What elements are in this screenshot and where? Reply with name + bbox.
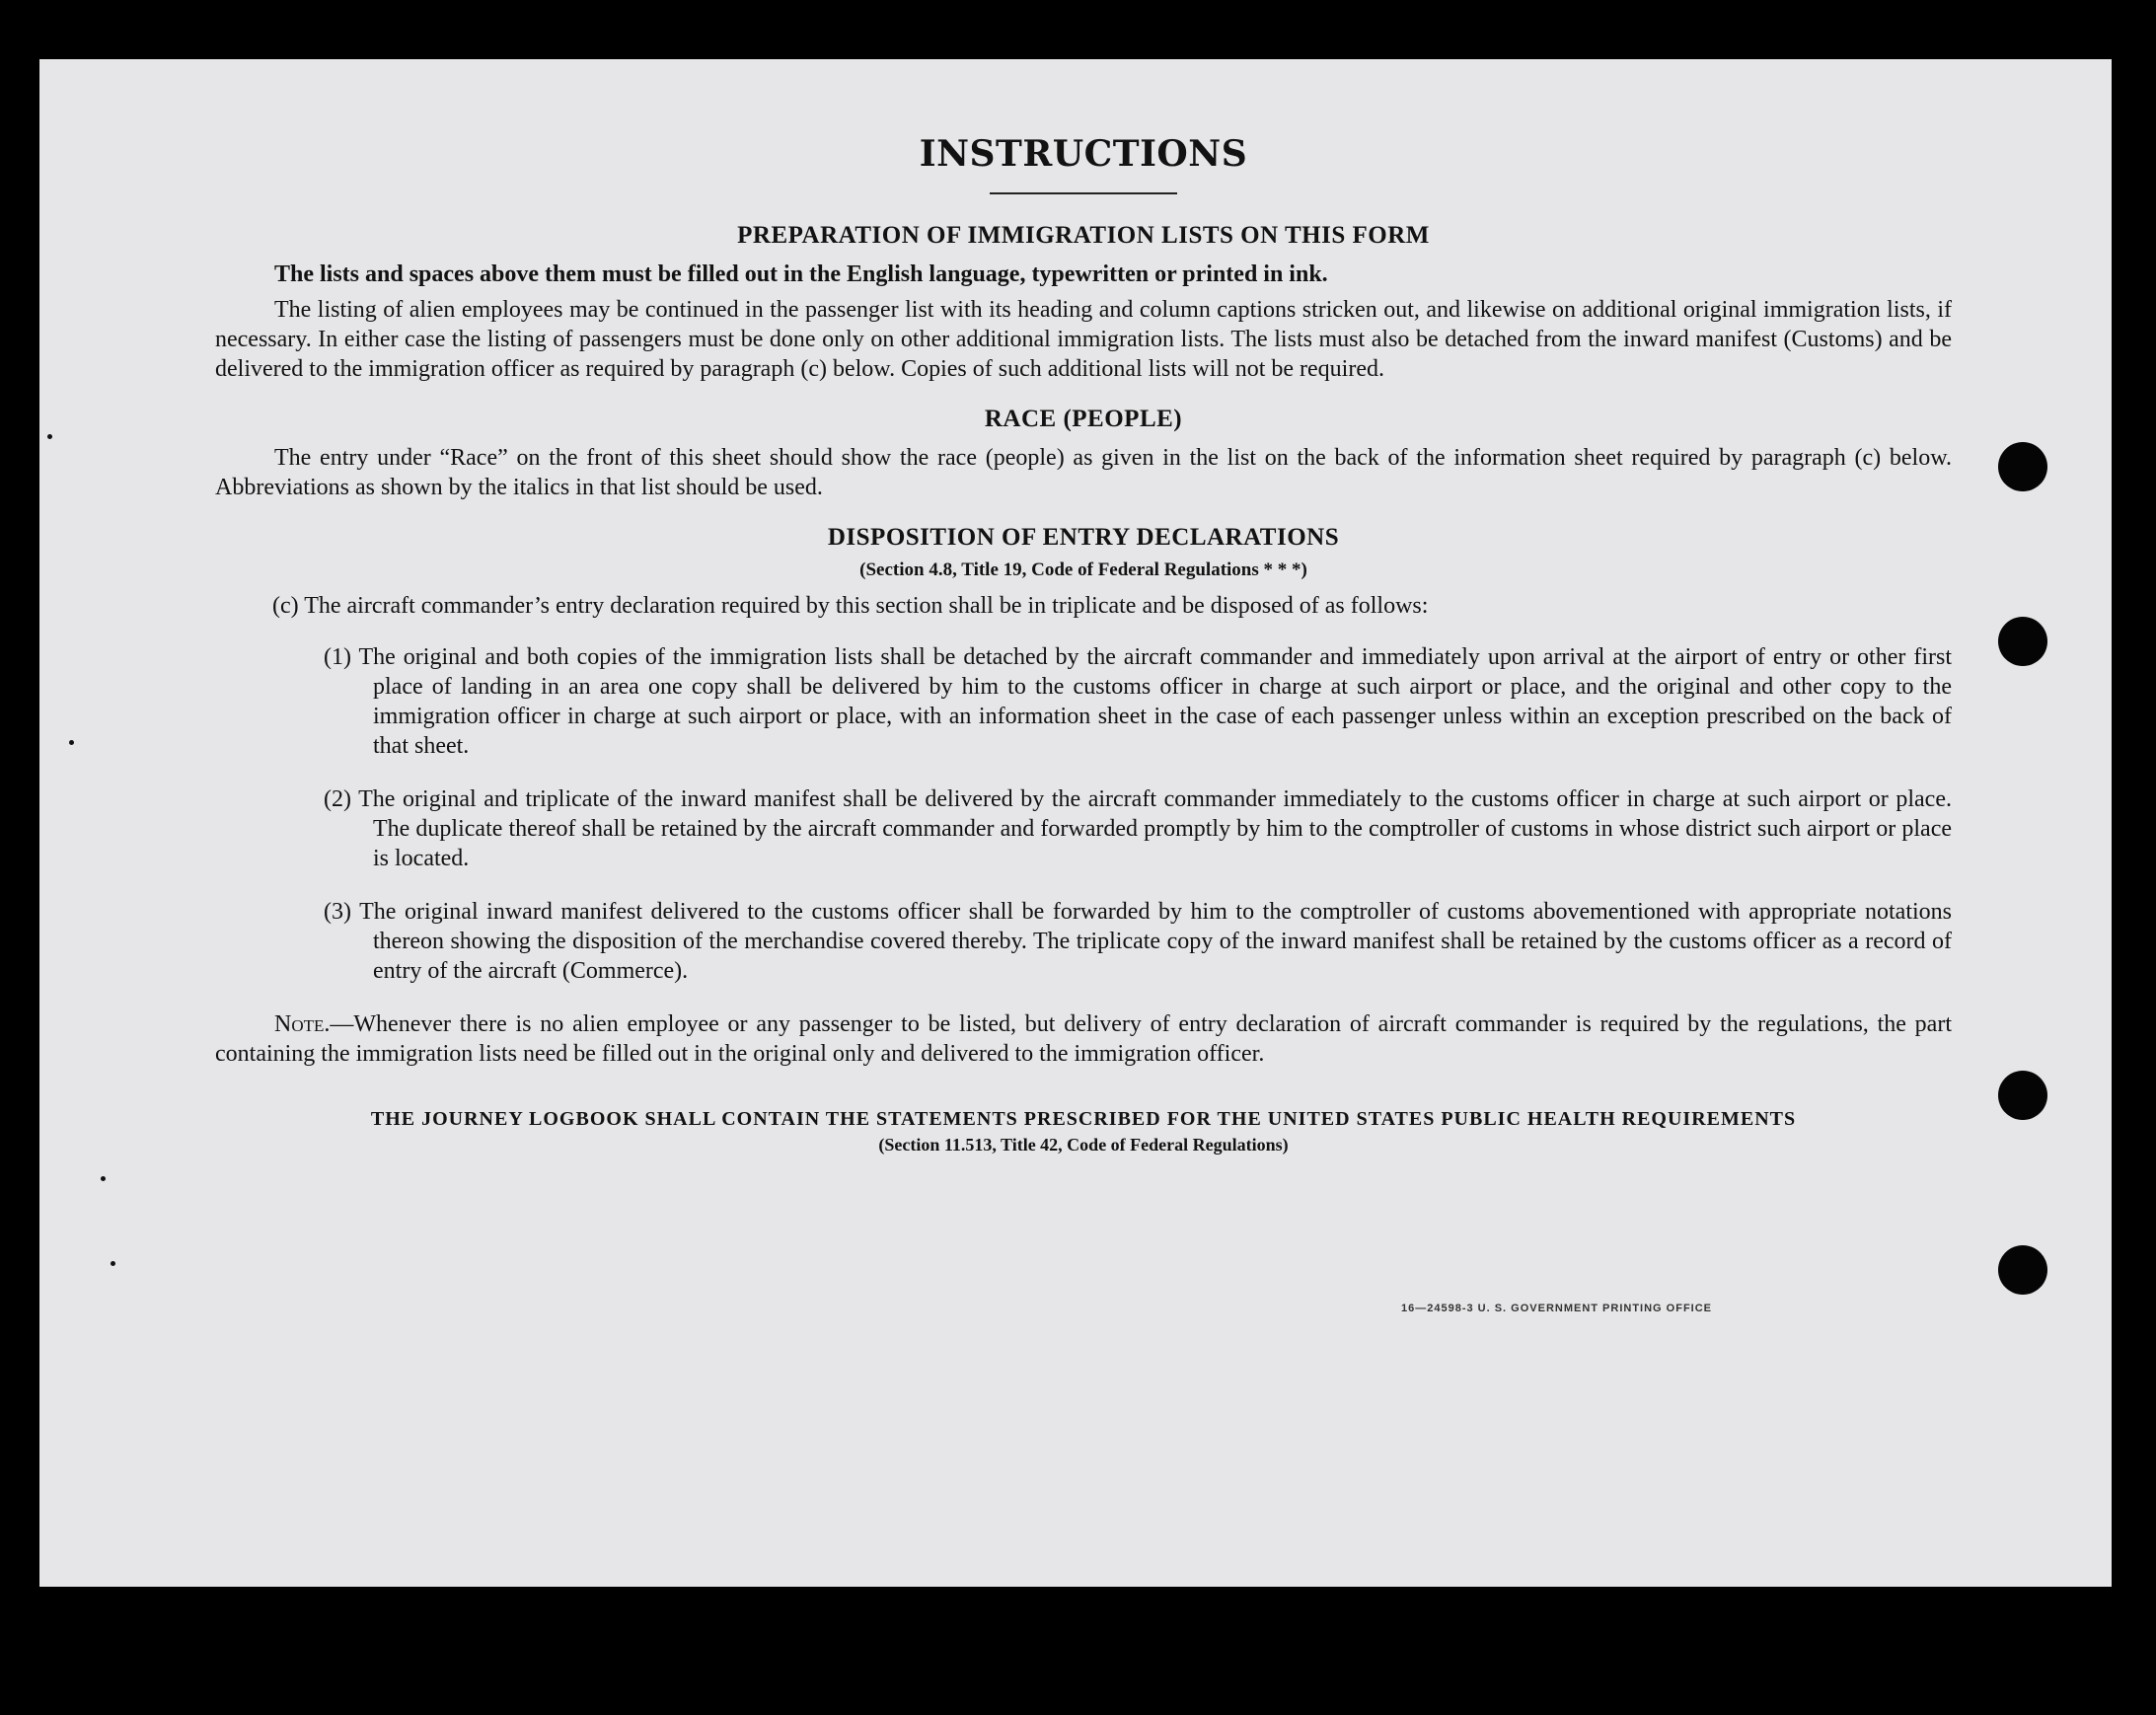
health-requirements-citation: (Section 11.513, Title 42, Code of Federal Regulations) (878, 1135, 1289, 1155)
disposition-heading: DISPOSITION OF ENTRY DECLARATIONS (827, 524, 1340, 551)
item-number: (3) (324, 899, 351, 925)
preparation-paragraph-1: The lists and spaces above them must be filled out in the English language, typewritten or printed in ink. (274, 261, 1328, 287)
document-content (215, 133, 1952, 1156)
paragraph-c (272, 591, 1952, 621)
item-text: The original inward manifest delivered to the customs officer shall be forwarded by him to the comptroller of customs abovementioned with appropriate notations thereon showing the disposition of the merchandise covered thereby. The triplicate copy of the inward manifest shall be retained by the customs officer as a record of entry of the aircraft (Commerce). (359, 899, 1952, 984)
note-text: Whenever there is no alien employee or any passenger to be listed, but delivery of entry declaration of aircraft commander is required by the regulations, the part containing the immigration lists need be filled out in the original only and delivered to the immigration officer. (215, 1011, 1952, 1067)
health-requirements-line: THE JOURNEY LOGBOOK SHALL CONTAIN THE STATEMENTS PRESCRIBED FOR THE UNITED STATES PUBLIC HEALTH REQUIREMENTS (370, 1108, 1797, 1130)
item-text: The original and both copies of the immigration lists shall be detached by the aircraft commander and immediately upon arrival at the airport of entry or other first place of landing in an area one copy shall be delivered by him to the customs officer in charge at such airport or place, and the original and other copy to the immigration officer in charge at such airport or place, with an information sheet in the case of each passenger unless within an exception prescribed on the back of that sheet. (358, 644, 1952, 759)
item-number: (2) (324, 786, 351, 812)
dust-speck (69, 740, 74, 745)
punch-hole-icon (1998, 1071, 2047, 1120)
list-item (324, 784, 1952, 873)
punch-hole-icon (1998, 1245, 2047, 1295)
paragraph-c-label: (c) (272, 593, 299, 619)
dust-speck (101, 1176, 106, 1181)
document-sheet (39, 59, 2112, 1587)
punch-hole-icon (1998, 442, 2047, 491)
race-paragraph: The entry under “Race” on the front of this sheet should show the race (people) as given in the list on the back of the information sheet required by paragraph (c) below. Abbreviations as shown by the italics in that list should be used. (215, 445, 1952, 500)
race-heading: RACE (PEOPLE) (984, 406, 1183, 432)
note-label: Note.— (274, 1011, 354, 1037)
page-title: INSTRUCTIONS (919, 133, 1248, 175)
title-rule (990, 192, 1177, 194)
preparation-heading: PREPARATION OF IMMIGRATION LISTS ON THIS FORM (737, 222, 1430, 249)
paragraph-c-text: The aircraft commander’s entry declaration required by this section shall be in triplicate and be disposed of as follows: (304, 593, 1429, 619)
note-paragraph (215, 1009, 1952, 1069)
punch-hole-icon (1998, 617, 2047, 666)
preparation-paragraph-2: The listing of alien employees may be continued in the passenger list with its heading and column captions stricken out, and likewise on additional original immigration lists, if necessary. In either case the listing of passengers must be done only on other additional immigration lists. The lists must also be detached from the inward manifest (Customs) and be delivered to the immigration officer as required by paragraph (c) below. Copies of such additional lists will not be required. (215, 297, 1952, 382)
spacer (215, 390, 1952, 406)
list-item (324, 642, 1952, 761)
dust-speck (47, 434, 52, 439)
item-text: The original and triplicate of the inward manifest shall be delivered by the aircraft commander immediately to the customs officer in charge at such airport or place. The duplicate thereof shall be retained by the aircraft commander and forwarded promptly by him to the comptroller of customs in whose district such airport or place is located. (358, 786, 1952, 871)
list-item (324, 897, 1952, 986)
spacer (215, 508, 1952, 524)
dust-speck (111, 1261, 115, 1266)
disposition-subheading: (Section 4.8, Title 19, Code of Federal Regulations * * *) (859, 559, 1307, 580)
item-number: (1) (324, 644, 351, 670)
printer-imprint: 16—24598-3 U. S. GOVERNMENT PRINTING OFFICE (1401, 1303, 1713, 1314)
